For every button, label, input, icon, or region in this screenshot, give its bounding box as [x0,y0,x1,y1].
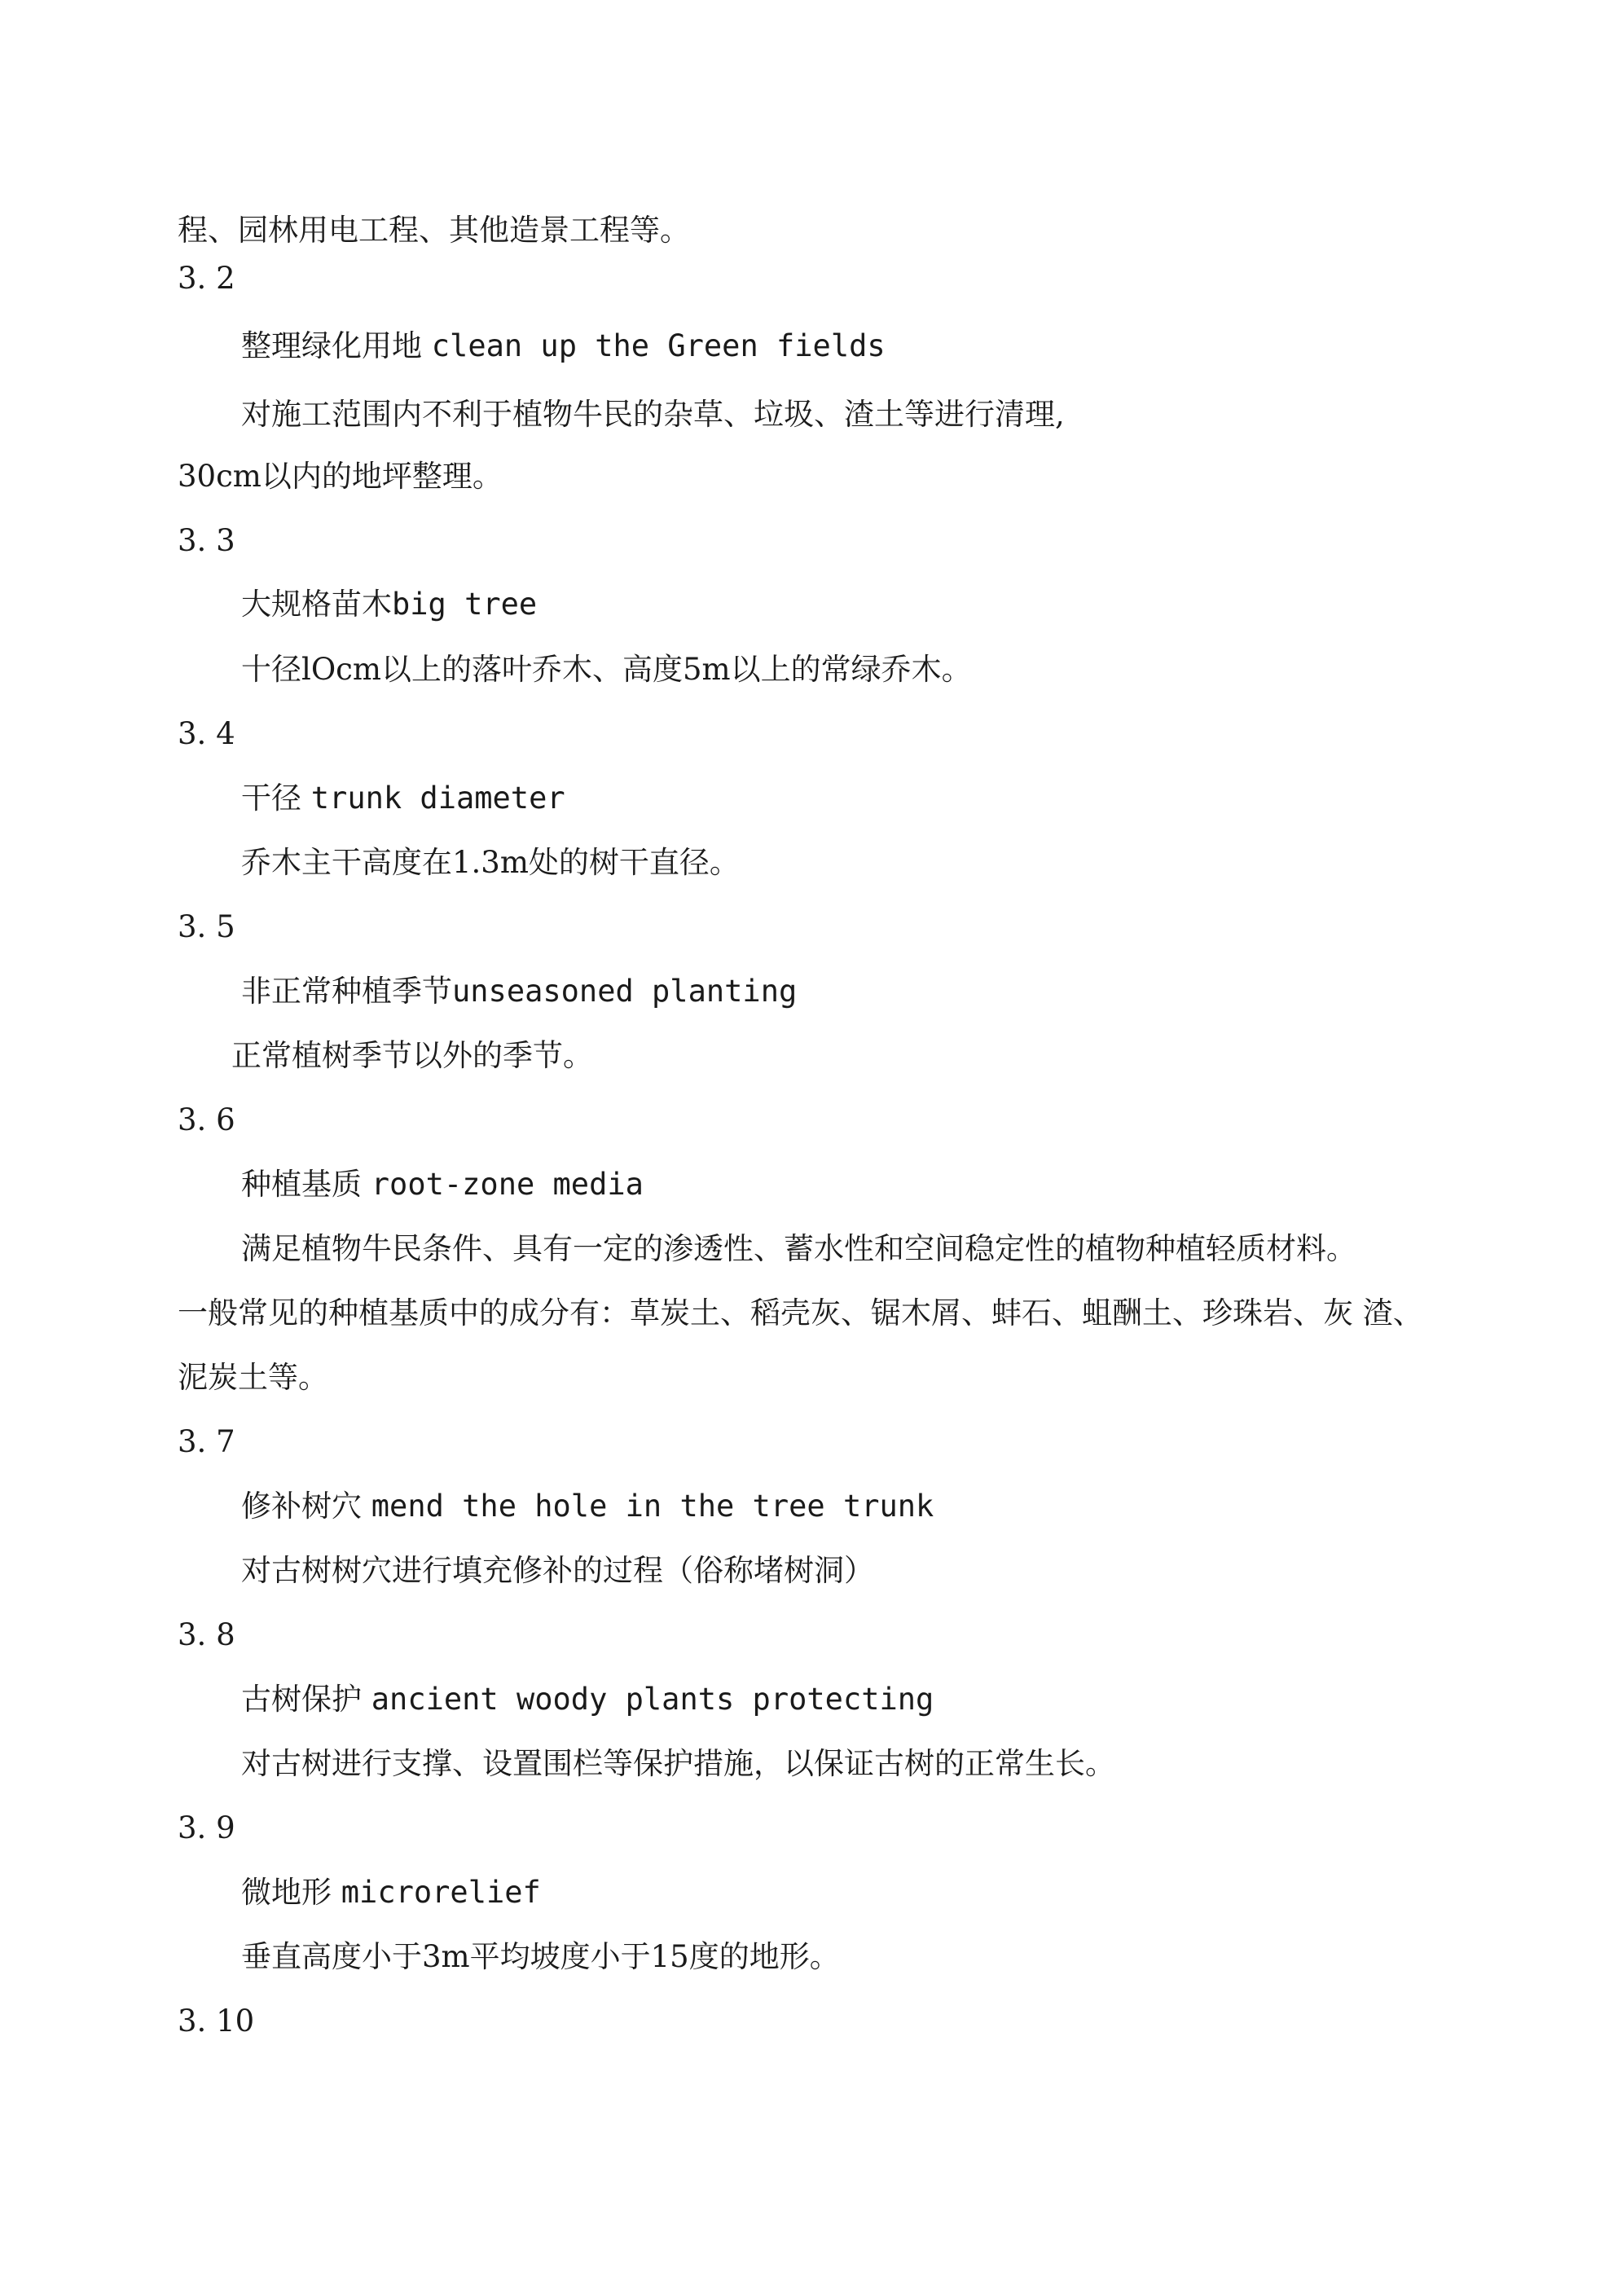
section-number-3-6: 3. 6 [178,1102,235,1137]
section-number-3-10: 3. 10 [178,2004,255,2039]
term-en: microrelief [341,1875,541,1910]
definition-3-9: 垂直高度小于3m平均坡度小于15度的地形。 [241,1939,840,1974]
intro-line: 程、园林用电工程、其他造景工程等。 [178,213,690,248]
term-zh: 微地形 [241,1875,332,1910]
term-zh: 古树保护 [241,1682,362,1717]
term-heading-3-9 [241,1875,541,1910]
definition-3-2-line-2: 30cm以内的地坪整理。 [178,459,503,494]
term-heading-3-3 [241,587,538,622]
section-number-3-2: 3. 2 [178,261,235,296]
term-en: unseasoned planting [452,974,798,1009]
section-number-3-9: 3. 9 [178,1810,235,1845]
definition-3-6-line-3: 泥炭土等。 [178,1360,328,1395]
term-zh: 干径 [241,781,301,816]
term-heading-3-4 [241,781,565,816]
term-en: root-zone media [371,1167,644,1202]
term-zh: 种植基质 [241,1167,362,1202]
term-zh: 修补树穴 [241,1489,362,1524]
definition-3-6-line-1: 满足植物牛民条件、具有一定的渗透性、蓄水性和空间稳定性的植物种植轻质材料。 [241,1231,1356,1266]
term-heading-3-2 [241,328,886,363]
section-number-3-8: 3. 8 [178,1617,235,1652]
term-en: clean up the Green fields [431,328,886,363]
definition-3-4: 乔木主干高度在1.3m处的树干直径。 [241,845,740,880]
term-en: ancient woody plants protecting [371,1682,934,1717]
term-heading-3-7 [241,1489,934,1524]
term-heading-3-6 [241,1167,644,1202]
definition-3-2-line-1: 对施工范围内不利于植物牛民的杂草、垃圾、渣土等进行清理, [241,397,1065,432]
section-number-3-3: 3. 3 [178,523,235,558]
definition-3-7: 对古树树穴进行填充修补的过程（俗称堵树洞） [241,1553,874,1588]
term-en: trunk diameter [310,781,565,816]
term-heading-3-8 [241,1682,934,1717]
term-zh: 整理绿化用地 [241,328,422,363]
definition-3-3: 十径lOcm以上的落叶乔木、高度5m以上的常绿乔木。 [241,652,972,687]
term-en: big tree [392,587,538,622]
definition-3-5: 正常植树季节以外的季节。 [231,1038,593,1073]
term-zh: 大规格苗木 [241,587,392,622]
section-number-3-7: 3. 7 [178,1424,235,1459]
term-en: mend the hole in the tree trunk [371,1489,934,1524]
definition-3-8: 对古树进行支撑、设置围栏等保护措施，以保证古树的正常生长。 [241,1746,1115,1781]
term-heading-3-5 [241,974,798,1009]
section-number-3-4: 3. 4 [178,716,235,751]
definition-3-6-line-2: 一般常见的种植基质中的成分有：草炭土、稻壳灰、锯木屑、蚌石、蛆酬土、珍珠岩、灰 渣、 [178,1295,1423,1331]
section-number-3-5: 3. 5 [178,909,235,944]
term-zh: 非正常种植季节 [241,974,452,1009]
